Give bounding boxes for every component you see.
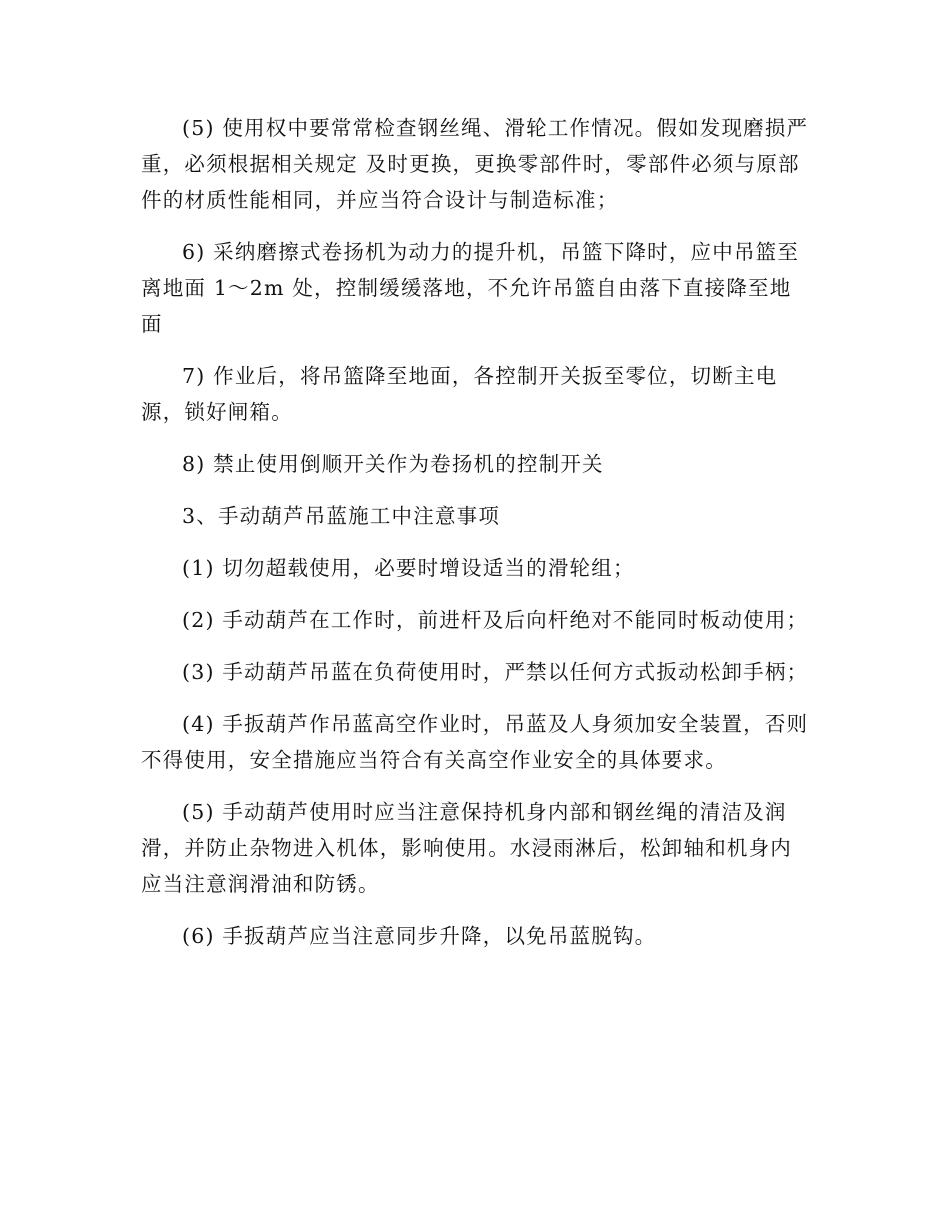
paragraph-wire-rope-inspection: (5) 使用权中要常常检查钢丝绳、滑轮工作情况。假如发现磨损严重，必须根据相关规定 及时更换，更换零部件时，零部件必须与原部件的材质性能相同，并应当符合设计与制造标准； xyxy=(141,116,809,212)
paragraph-safety-device: (4) 手扳葫芦作吊蓝高空作业时，吊蓝及人身须加安全装置，否则不得使用，安全措施应当符合有关高空作业安全的具体要求。 xyxy=(141,712,809,772)
paragraph-no-overload: (1) 切勿超载使用，必要时增设适当的滑轮组； xyxy=(182,556,635,580)
paragraph-maintenance: (5) 手动葫芦使用时应当注意保持机身内部和钢丝绳的清洁及润滑，并防止杂物进入机体，影响使用。水浸雨淋后，松卸轴和机身内应当注意润滑油和防锈。 xyxy=(141,800,792,896)
section-heading-manual-hoist: 3、手动葫芦吊蓝施工中注意事项 xyxy=(182,504,501,528)
paragraph-switch-prohibition: 8) 禁止使用倒顺开关作为卷扬机的控制开关 xyxy=(182,452,604,476)
paragraph-sync-lifting: (6) 手扳葫芦应当注意同步升降，以免吊蓝脱钩。 xyxy=(182,924,657,948)
paragraph-after-work: 7) 作业后，将吊篮降至地面，各控制开关扳至零位，切断主电源，锁好闸箱。 xyxy=(141,364,778,424)
document-body xyxy=(141,110,811,970)
paragraph-friction-hoist: 6) 采纳磨擦式卷扬机为动力的提升机，吊篮下降时，应中吊篮至离地面 1～2m 处，控制缓缓落地，不允许吊篮自由落下直接降至地面 xyxy=(141,240,800,336)
paragraph-lever-operation: (2) 手动葫芦在工作时，前进杆及后向杆绝对不能同时板动使用； xyxy=(182,608,809,632)
paragraph-load-handle: (3) 手动葫芦吊蓝在负荷使用时，严禁以任何方式扳动松卸手柄； xyxy=(182,660,809,684)
